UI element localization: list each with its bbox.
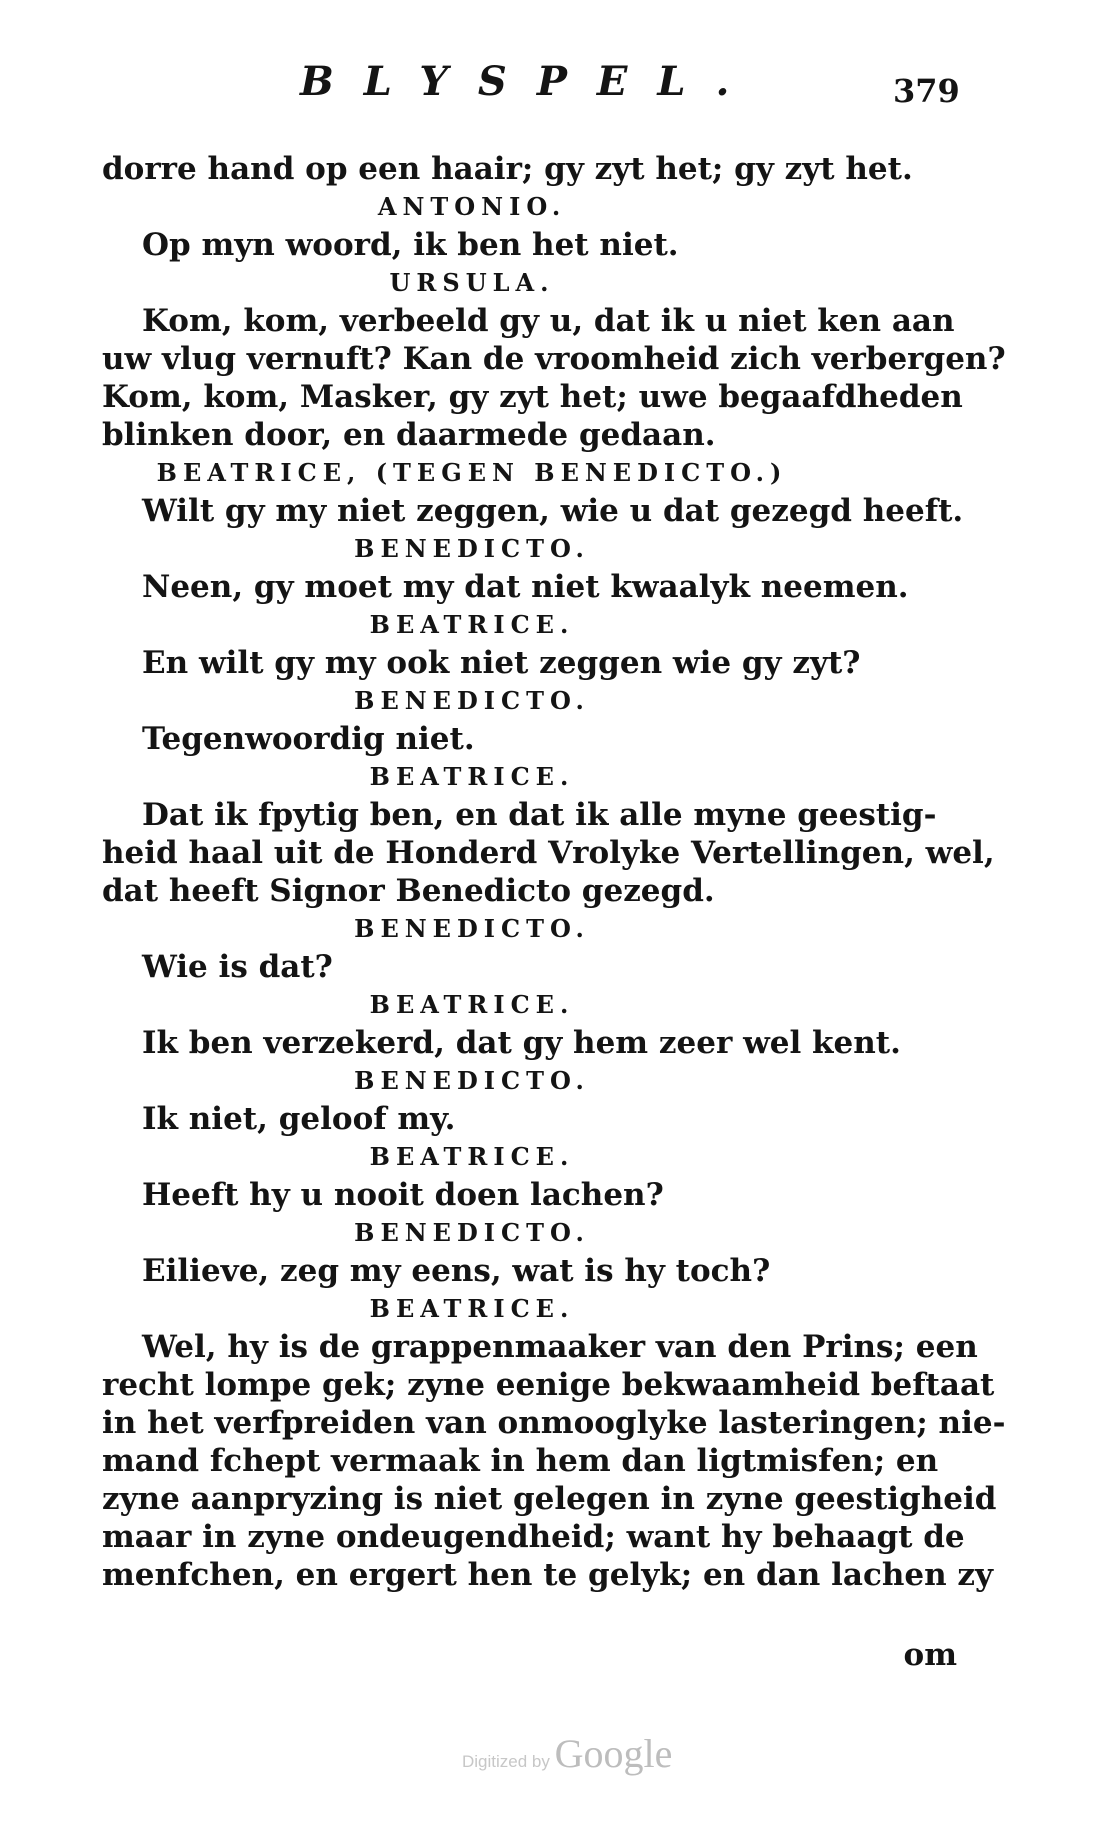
speaker-name: BEATRICE, (TEGEN BENEDICTO.): [156, 458, 788, 487]
text-line: recht lompe gek; zyne eenige bekwaamheid beftaat: [102, 1367, 995, 1403]
text-line: Ik ben verzekerd, dat gy hem zeer wel kent.: [142, 1025, 901, 1061]
text-line: Heeft hy u nooit doen lachen?: [142, 1177, 664, 1213]
text-line: Neen, gy moet my dat niet kwaalyk neemen.: [142, 569, 909, 605]
text-line: Ik niet, geloof my.: [142, 1101, 456, 1137]
text-line: En wilt gy my ook niet zeggen wie gy zyt?: [142, 645, 861, 681]
text-line: Kom, kom, Masker, gy zyt het; uwe begaafdheden: [102, 379, 963, 415]
speaker-name: BEATRICE.: [369, 990, 575, 1019]
speaker-name: BENEDICTO.: [354, 534, 590, 563]
text-line: zyne aanpryzing is niet gelegen in zyne geestigheid: [102, 1481, 997, 1517]
text-line: Tegenwoordig niet.: [142, 721, 475, 757]
speaker-name: URSULA.: [389, 268, 555, 297]
page-number: 379: [893, 72, 960, 110]
text-line: heid haal uit de Honderd Vrolyke Vertellingen, wel,: [102, 835, 995, 871]
text-line: uw vlug vernuft? Kan de vroomheid zich verbergen?: [102, 341, 1006, 377]
text-block: [102, 150, 1006, 1594]
speaker-name: BEATRICE.: [369, 1142, 575, 1171]
speaker-name: BEATRICE.: [369, 1294, 575, 1323]
text-line: Eilieve, zeg my eens, wat is hy toch?: [142, 1253, 771, 1289]
running-title: BLYSPEL.: [300, 58, 760, 105]
speaker-name: BEATRICE.: [369, 610, 575, 639]
text-line: in het verfpreiden van onmooglyke lasteringen; nie-: [102, 1405, 1006, 1441]
text-line: Dat ik fpytig ben, en dat ik alle myne geestig-: [142, 797, 937, 833]
digitized-by-label: Digitized by: [462, 1752, 550, 1771]
google-logo-text: Google: [554, 1731, 673, 1776]
text-line: blinken door, en daarmede gedaan.: [102, 417, 716, 453]
text-line: dat heeft Signor Benedicto gezegd.: [102, 873, 715, 909]
text-line: Kom, kom, verbeeld gy u, dat ik u niet ken aan: [142, 303, 955, 339]
speaker-name: ANTONIO.: [377, 192, 567, 221]
text-line: mand fchept vermaak in hem dan ligtmisfen; en: [102, 1443, 939, 1479]
speaker-name: BENEDICTO.: [354, 1066, 590, 1095]
speaker-name: BENEDICTO.: [354, 1218, 590, 1247]
speaker-name: BENEDICTO.: [354, 914, 590, 943]
text-line: Wie is dat?: [142, 949, 333, 985]
text-line: dorre hand op een haair; gy zyt het; gy zyt het.: [102, 151, 913, 187]
speaker-name: BEATRICE.: [369, 762, 575, 791]
text-line: menfchen, en ergert hen te gelyk; en dan lachen zy: [102, 1557, 994, 1593]
text-line: Op myn woord, ik ben het niet.: [142, 227, 679, 263]
catchword: om: [903, 1637, 957, 1673]
text-line: maar in zyne ondeugendheid; want hy behaagt de: [102, 1519, 965, 1555]
speaker-name: BENEDICTO.: [354, 686, 590, 715]
digitized-watermark: [462, 1730, 672, 1777]
text-line: Wel, hy is de grappenmaaker van den Prins; een: [142, 1329, 978, 1365]
text-line: Wilt gy my niet zeggen, wie u dat gezegd heeft.: [142, 493, 964, 529]
